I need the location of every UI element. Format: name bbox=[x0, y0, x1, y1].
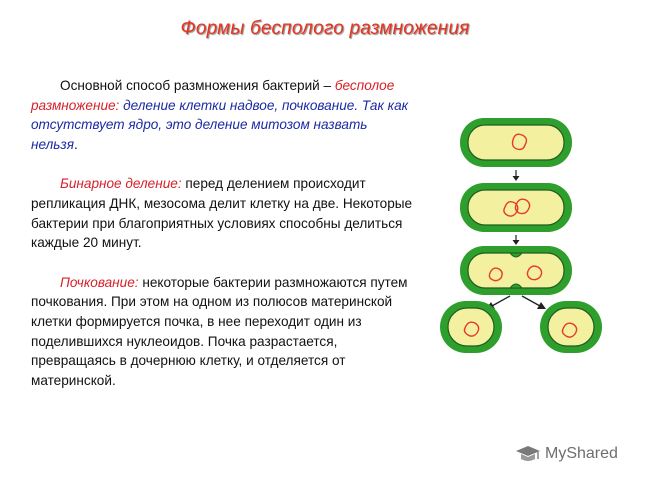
watermark-logo bbox=[515, 444, 618, 464]
paragraph-main-method bbox=[31, 76, 416, 154]
paragraph-budding bbox=[31, 273, 416, 391]
arrow-down-2 bbox=[513, 235, 520, 245]
binary-fission-term: Бинарное деление: bbox=[60, 176, 182, 192]
lead-text: Основной способ размножения бактерий – bbox=[60, 78, 332, 93]
bacterium-cell-1 bbox=[460, 118, 572, 167]
paragraph-binary-fission bbox=[31, 174, 416, 252]
arrow-split-right bbox=[522, 296, 546, 309]
budding-term: Почкование: bbox=[60, 274, 139, 290]
bacterium-cell-3-dividing bbox=[460, 246, 572, 295]
no-mitosis-text: Так как отсутствует ядро, это деление митозом назвать нельзя bbox=[31, 97, 409, 152]
daughter-cell-right bbox=[540, 301, 602, 353]
budding-text: некоторые бактерии размножаются путем почкования. При этом на одном из полюсов материнской клетки формируется почка, в нее переходит один из поделившихся нуклеоидов. Почка разрастается, превращаясь в дочернюю клетку, и отделяется от материнской. bbox=[31, 274, 408, 388]
daughter-cell-left bbox=[440, 301, 502, 353]
slide-title: Формы бесполого размножения bbox=[180, 18, 470, 39]
watermark-text: MyShared bbox=[545, 445, 618, 462]
division-budding-text: деление клетки надвое, почкование. bbox=[119, 97, 359, 113]
asexual-reproduction-term: бесполое размножение: bbox=[31, 78, 395, 113]
arrow-down-1 bbox=[513, 170, 520, 181]
bacterium-cell-2-replication bbox=[460, 183, 572, 232]
period: . bbox=[74, 136, 78, 152]
binary-fission-diagram bbox=[430, 110, 620, 360]
mortarboard-icon bbox=[515, 444, 541, 464]
binary-fission-text: перед делением происходит репликация ДНК, мезосома делит клетку на две. Некоторые бактерии при благоприятных условиях способны делиться каждые 20 минут. bbox=[31, 176, 413, 251]
body-text bbox=[31, 76, 416, 410]
